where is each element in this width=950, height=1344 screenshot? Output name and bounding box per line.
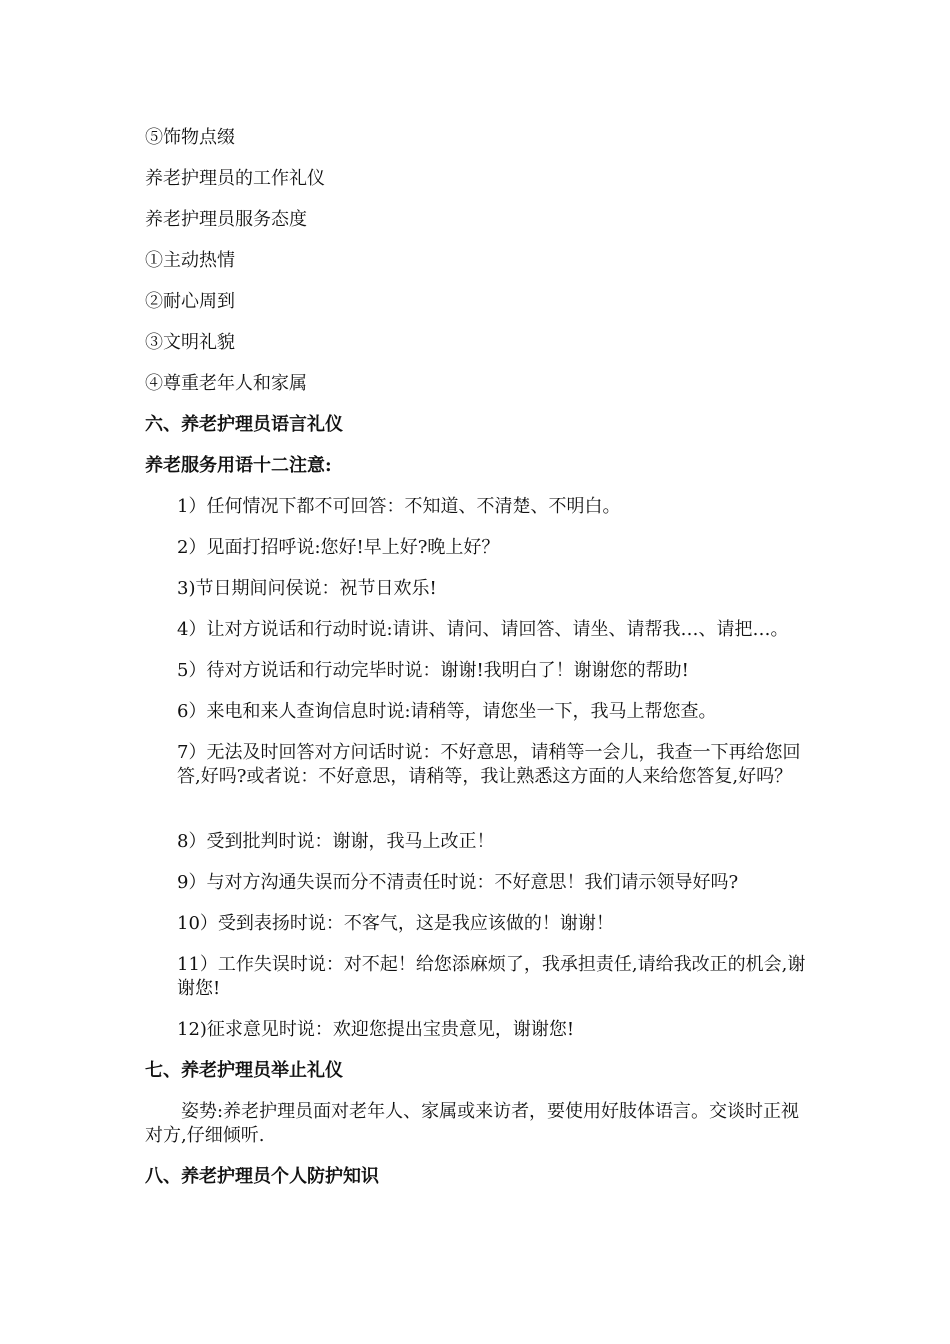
service-phrase-item-2: 2）见面打招呼说:您好!早上好?晚上好？: [177, 537, 500, 558]
section-8-heading: 八、养老护理员个人防护知识: [145, 1166, 379, 1187]
list-item-attitude-2: ②耐心周到: [145, 291, 235, 312]
service-phrase-item-3: 3)节日期间问侯说：祝节日欢乐!: [177, 578, 437, 599]
service-phrase-item-12: 12)征求意见时说：欢迎您提出宝贵意见，谢谢您!: [177, 1019, 575, 1040]
work-etiquette-title: 养老护理员的工作礼仪: [145, 168, 325, 189]
list-item-attitude-1: ①主动热情: [145, 250, 235, 271]
service-phrase-item-6: 6）来电和来人查询信息时说:请稍等，请您坐一下，我马上帮您查。: [177, 701, 717, 722]
list-item-attitude-4: ④尊重老年人和家属: [145, 373, 307, 394]
service-phrase-item-1: 1）任何情况下都不可回答：不知道、不清楚、不明白。: [177, 496, 621, 517]
section-6-subheading: 养老服务用语十二注意:: [145, 455, 332, 476]
section-6-heading: 六、养老护理员语言礼仪: [145, 414, 343, 435]
section-7-paragraph: 姿势:养老护理员面对老年人、家属或来访者，要使用好肢体语言。交谈时正视对方,仔细倾听.: [145, 1101, 800, 1146]
list-item-attitude-3: ③文明礼貌: [145, 332, 235, 353]
service-phrase-item-8: 8）受到批判时说：谢谢，我马上改正！: [177, 831, 495, 852]
service-attitude-title: 养老护理员服务态度: [145, 209, 307, 230]
service-phrase-item-7: 7）无法及时回答对方问话时说：不好意思，请稍等一会儿，我查一下再给您回答,好吗?或者说：不好意思，请稍等，我让熟悉这方面的人来给您答复,好吗？: [177, 742, 801, 787]
service-phrase-item-10: 10）受到表扬时说：不客气，这是我应该做的！谢谢！: [177, 913, 614, 934]
service-phrase-item-4: 4）让对方说话和行动时说:请讲、请问、请回答、请坐、请帮我…、请把…。: [177, 619, 789, 640]
list-item-accessories: ⑤饰物点缀: [145, 127, 235, 148]
section-7-heading: 七、养老护理员举止礼仪: [145, 1060, 343, 1081]
service-phrase-item-11: 11）工作失误时说：对不起！给您添麻烦了，我承担责任,请给我改正的机会,谢谢您!: [177, 954, 806, 999]
service-phrase-item-9: 9）与对方沟通失误而分不清责任时说：不好意思！我们请示领导好吗?: [177, 872, 739, 893]
service-phrase-item-5: 5）待对方说话和行动完毕时说：谢谢!我明白了！谢谢您的帮助!: [177, 660, 689, 681]
